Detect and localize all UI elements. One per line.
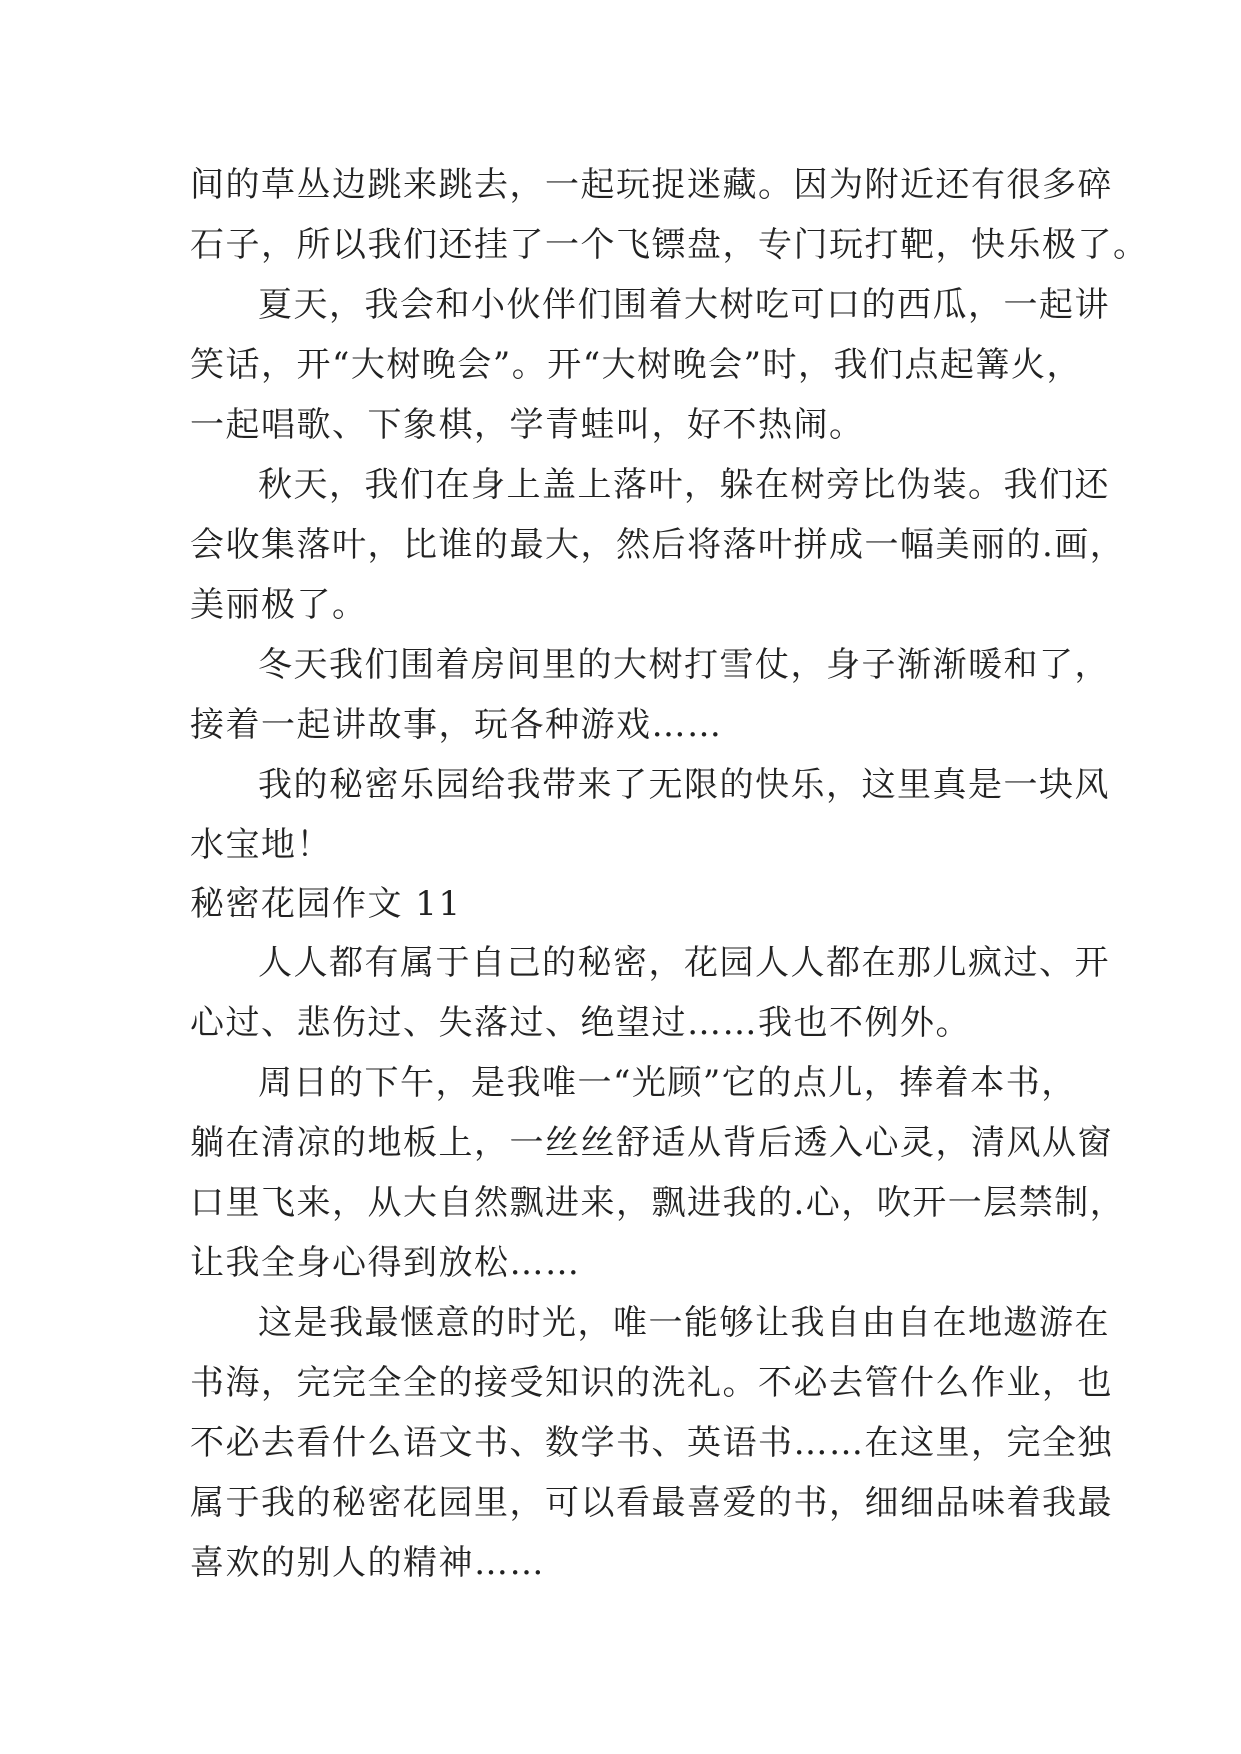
text-line: 会收集落叶，比谁的最大，然后将落叶拼成一幅美丽的.画，: [190, 525, 1126, 565]
document-body: [190, 155, 1149, 1593]
text-line: 不必去看什么语文书、数学书、英语书……在这里，完全独: [190, 1423, 1113, 1463]
paragraph-start-line: 这是我最惬意的时光，唯一能够让我自由自在地遨游在: [258, 1303, 1110, 1343]
section-heading: 秘密花园作文 11: [190, 884, 462, 924]
paragraph-start-line: 我的秘密乐园给我带来了无限的快乐，这里真是一块风: [258, 765, 1110, 805]
paragraph-start-line: 秋天，我们在身上盖上落叶，躲在树旁比伪装。我们还: [258, 465, 1110, 505]
text-line: 笑话，开“大树晚会”。开“大树晚会”时，我们点起篝火，: [190, 345, 1083, 385]
text-line: 口里飞来，从大自然飘进来，飘进我的.心，吹开一层禁制，: [190, 1183, 1126, 1223]
text-line: 喜欢的别人的精神……: [190, 1543, 545, 1583]
text-line: 美丽极了。: [190, 585, 368, 625]
paragraph-start-line: 冬天我们围着房间里的大树打雪仗，身子渐渐暖和了，: [258, 645, 1110, 685]
text-line: 属于我的秘密花园里，可以看最喜爱的书，细细品味着我最: [190, 1483, 1113, 1523]
text-line: 躺在清凉的地板上，一丝丝舒适从背后透入心灵，清风从窗: [190, 1123, 1113, 1163]
text-line: 一起唱歌、下象棋，学青蛙叫，好不热闹。: [190, 405, 865, 445]
text-line: 间的草丛边跳来跳去，一起玩捉迷藏。因为附近还有很多碎: [190, 165, 1113, 205]
text-line: 接着一起讲故事，玩各种游戏……: [190, 705, 723, 745]
paragraph-start-line: 人人都有属于自己的秘密，花园人人都在那儿疯过、开: [258, 943, 1110, 983]
text-line: 让我全身心得到放松……: [190, 1243, 581, 1283]
paragraph-start-line: 周日的下午，是我唯一“光顾”它的点儿，捧着本书，: [258, 1063, 1077, 1103]
text-line: 书海，完完全全的接受知识的洗礼。不必去管什么作业，也: [190, 1363, 1113, 1403]
paragraph-start-line: 夏天，我会和小伙伴们围着大树吃可口的西瓜，一起讲: [258, 285, 1110, 325]
text-line: 石子，所以我们还挂了一个飞镖盘，专门玩打靶，快乐极了。: [190, 225, 1149, 265]
text-line: 水宝地！: [190, 825, 332, 865]
text-line: 心过、悲伤过、失落过、绝望过……我也不例外。: [190, 1003, 971, 1043]
